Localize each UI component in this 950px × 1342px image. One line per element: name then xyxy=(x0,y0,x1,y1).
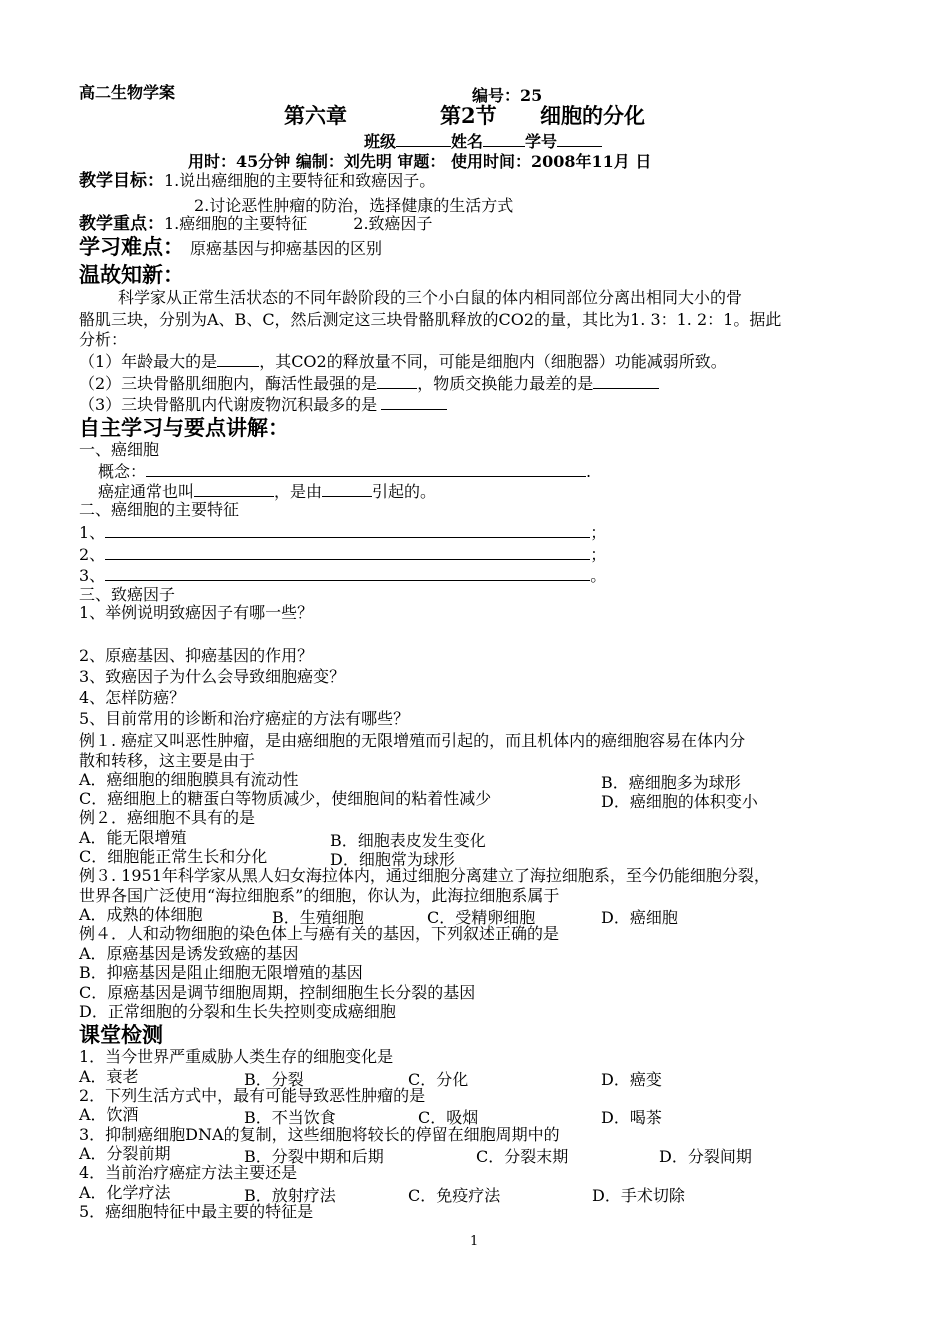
carcinogen-q4: 4、怎样防癌？ xyxy=(79,688,186,707)
page-title: 细胞的分化 xyxy=(540,103,645,128)
concept-end: . xyxy=(586,462,592,481)
example-4-option-a: A．原癌基因是诱发致癌的基因 xyxy=(79,944,299,963)
key-point-2: 2.致癌因子 xyxy=(353,214,433,233)
key-point-1: 1.癌细胞的主要特征 xyxy=(164,214,308,233)
example-2-option-a: A．能无限增殖 xyxy=(79,828,187,847)
key-points-row xyxy=(79,214,433,234)
concept-row xyxy=(98,460,591,482)
feature-1-num: 1、 xyxy=(79,523,106,542)
alias-row xyxy=(98,480,436,502)
check-q4-option-c: C．免疫疗法 xyxy=(408,1186,501,1205)
check-q4-option-d: D．手术切除 xyxy=(592,1186,685,1205)
example-3-option-d: D．癌细胞 xyxy=(601,908,678,927)
example-1-stem-1: 例１. 癌症又叫恶性肿瘤，是由癌细胞的无限增殖而引起的，而且机体内的癌细胞容易在体内分 xyxy=(79,731,746,750)
example-4-stem: 例４．人和动物细胞的染色体上与癌有关的基因，下列叙述正确的是 xyxy=(79,924,560,943)
alias-blank-1[interactable] xyxy=(194,480,274,497)
alias-text-2: ，是由 xyxy=(274,482,323,501)
review-q3-text: （3）三块骨骼肌内代谢废物沉积最多的是 xyxy=(79,395,378,414)
example-3-option-c: C．受精卵细胞 xyxy=(427,908,536,927)
goal-2: 2.讨论恶性肿瘤的防治，选择健康的生活方式 xyxy=(194,196,514,215)
page-number: 1 xyxy=(470,1234,479,1249)
review-q1-blank[interactable] xyxy=(217,350,259,367)
review-q1 xyxy=(79,350,727,372)
class-blank[interactable] xyxy=(396,130,451,147)
example-1-option-c: C．癌细胞上的糖蛋白等物质减少，使细胞间的粘着性减少 xyxy=(79,789,492,808)
check-q3-option-a: A．分裂前期 xyxy=(79,1144,171,1163)
difficulty-text: 原癌基因与抑癌基因的区别 xyxy=(190,239,383,258)
goals-row xyxy=(79,171,435,191)
check-q5: 5．癌细胞特征中最主要的特征是 xyxy=(79,1202,314,1221)
check-q2-option-c: C．吸烟 xyxy=(418,1108,479,1127)
example-4-option-c: C．原癌基因是调节细胞周期，控制细胞生长分裂的基因 xyxy=(79,983,476,1002)
difficulty-label: 学习难点： xyxy=(79,234,184,259)
feature-2 xyxy=(79,543,606,565)
check-q3-option-d: D．分裂间期 xyxy=(659,1147,752,1166)
concept-label: 概念： xyxy=(98,462,147,481)
id-blank[interactable] xyxy=(557,130,602,147)
section-3-title: 三、致癌因子 xyxy=(79,585,176,604)
example-3-option-b: B．生殖细胞 xyxy=(272,908,364,927)
review-q1-text-end: ，其CO2的释放量不同，可能是细胞内（细胞器）功能减弱所致。 xyxy=(259,352,727,371)
feature-1-blank[interactable] xyxy=(105,521,590,538)
example-4-option-b: B．抑癌基因是阻止细胞无限增殖的基因 xyxy=(79,963,363,982)
check-q2-option-b: B．不当饮食 xyxy=(244,1108,336,1127)
section-1-title: 一、癌细胞 xyxy=(79,440,160,459)
review-para-1: 科学家从正常生活状态的不同年龄阶段的三个小白鼠的体内相同部位分离出相同大小的骨 xyxy=(118,288,743,307)
concept-blank[interactable] xyxy=(146,460,586,477)
example-1-option-a: A．癌细胞的细胞膜具有流动性 xyxy=(79,770,299,789)
example-2-option-d: D．细胞常为球形 xyxy=(330,850,455,869)
class-label: 班级 xyxy=(364,132,397,151)
review-heading: 温故知新： xyxy=(79,262,184,287)
example-1-option-d: D．癌细胞的体积变小 xyxy=(601,792,758,811)
check-q4: 4．当前治疗癌症方法主要还是 xyxy=(79,1163,298,1182)
feature-3-num: 3、 xyxy=(79,566,106,585)
alias-text-1: 癌症通常也叫 xyxy=(98,482,195,501)
example-2-option-b: B．细胞表皮发生变化 xyxy=(330,831,486,850)
feature-3 xyxy=(79,564,606,586)
review-q3 xyxy=(79,393,447,415)
check-q1-option-d: D．癌变 xyxy=(601,1070,662,1089)
feature-1 xyxy=(79,521,606,543)
example-4-option-d: D．正常细胞的分裂和生长失控则变成癌细胞 xyxy=(79,1002,396,1021)
carcinogen-q3: 3、致癌因子为什么会导致细胞癌变？ xyxy=(79,667,346,686)
carcinogen-q2: 2、原癌基因、抑癌基因的作用？ xyxy=(79,646,314,665)
check-q4-option-a: A．化学疗法 xyxy=(79,1183,171,1202)
example-1-option-b: B．癌细胞多为球形 xyxy=(601,773,741,792)
check-q1-option-c: C．分化 xyxy=(408,1070,469,1089)
check-q2-option-a: A．饮酒 xyxy=(79,1105,139,1124)
goal-1: 1.说出癌细胞的主要特征和致癌因子。 xyxy=(164,171,436,190)
feature-3-blank[interactable] xyxy=(105,564,590,581)
check-q2-option-d: D．喝茶 xyxy=(601,1108,662,1127)
self-study-heading: 自主学习与要点讲解： xyxy=(79,415,289,440)
review-q2-blank-2[interactable] xyxy=(593,372,659,389)
feature-2-end: ； xyxy=(590,545,607,564)
example-3-stem-1: 例３. 1951年科学家从黑人妇女海拉体内，通过细胞分离建立了海拉细胞系，至今仍能细胞分裂， xyxy=(79,866,770,885)
chapter-title: 第六章 xyxy=(284,103,347,128)
check-q4-option-b: B．放射疗法 xyxy=(244,1186,336,1205)
check-q3: 3．抑制癌细胞DNA的复制，这些细胞将较长的停留在细胞周期中的 xyxy=(79,1125,560,1144)
course-name: 高二生物学案 xyxy=(79,83,176,102)
key-points-label: 教学重点： xyxy=(79,214,164,234)
carcinogen-q5: 5、目前常用的诊断和治疗癌症的方法有哪些？ xyxy=(79,709,410,728)
example-3-option-a: A．成熟的体细胞 xyxy=(79,905,203,924)
goals-label: 教学目标： xyxy=(79,171,164,191)
review-q3-blank[interactable] xyxy=(381,393,447,410)
feature-2-num: 2、 xyxy=(79,545,106,564)
review-q2 xyxy=(79,372,659,394)
info-line: 用时：45分钟 编制：刘先明 审题： 使用时间：2008年11月 日 xyxy=(188,152,652,171)
difficulty-row xyxy=(79,234,383,259)
section-number: 第2节 xyxy=(440,103,497,128)
check-q1-option-a: A．衰老 xyxy=(79,1067,139,1086)
check-q3-option-c: C．分裂末期 xyxy=(476,1147,569,1166)
review-q2-text-end: ，物质交换能力最差的是 xyxy=(417,374,594,393)
name-blank[interactable] xyxy=(483,130,525,147)
check-q1-option-b: B．分裂 xyxy=(244,1070,304,1089)
check-heading: 课堂检测 xyxy=(79,1022,163,1047)
name-label: 姓名 xyxy=(451,132,484,151)
feature-2-blank[interactable] xyxy=(105,543,590,560)
example-2-stem: 例２．癌细胞不具有的是 xyxy=(79,808,256,827)
check-q2: 2．下列生活方式中，最有可能导致恶性肿瘤的是 xyxy=(79,1086,426,1105)
example-1-stem-2: 散和转移，这主要是由于 xyxy=(79,751,256,770)
review-q2-text: （2）三块骨骼肌细胞内，酶活性最强的是 xyxy=(79,374,378,393)
feature-3-end: 。 xyxy=(590,566,607,585)
carcinogen-q1: 1、举例说明致癌因子有哪一些？ xyxy=(79,603,314,622)
example-2-option-c: C．细胞能正常生长和分化 xyxy=(79,847,268,866)
section-2-title: 二、癌细胞的主要特征 xyxy=(79,500,240,519)
feature-1-end: ； xyxy=(590,523,607,542)
doc-number: 编号：25 xyxy=(472,86,543,105)
check-q3-option-b: B．分裂中期和后期 xyxy=(244,1147,384,1166)
check-q1: 1．当今世界严重威胁人类生存的细胞变化是 xyxy=(79,1047,394,1066)
review-q1-text: （1）年龄最大的是 xyxy=(79,352,218,371)
review-para-2: 骼肌三块，分别为A、B、C，然后测定这三块骨骼肌释放的CO2的量，其比为1. 3：1. 2：1。据此 xyxy=(79,310,782,329)
example-3-stem-2: 世界各国广泛使用“海拉细胞系”的细胞，你认为，此海拉细胞系属于 xyxy=(79,886,560,905)
id-label: 学号 xyxy=(525,132,558,151)
review-para-3: 分析： xyxy=(79,330,128,349)
alias-text-3: 引起的。 xyxy=(372,482,437,501)
alias-blank-2[interactable] xyxy=(322,480,372,497)
review-q2-blank-1[interactable] xyxy=(377,372,417,389)
